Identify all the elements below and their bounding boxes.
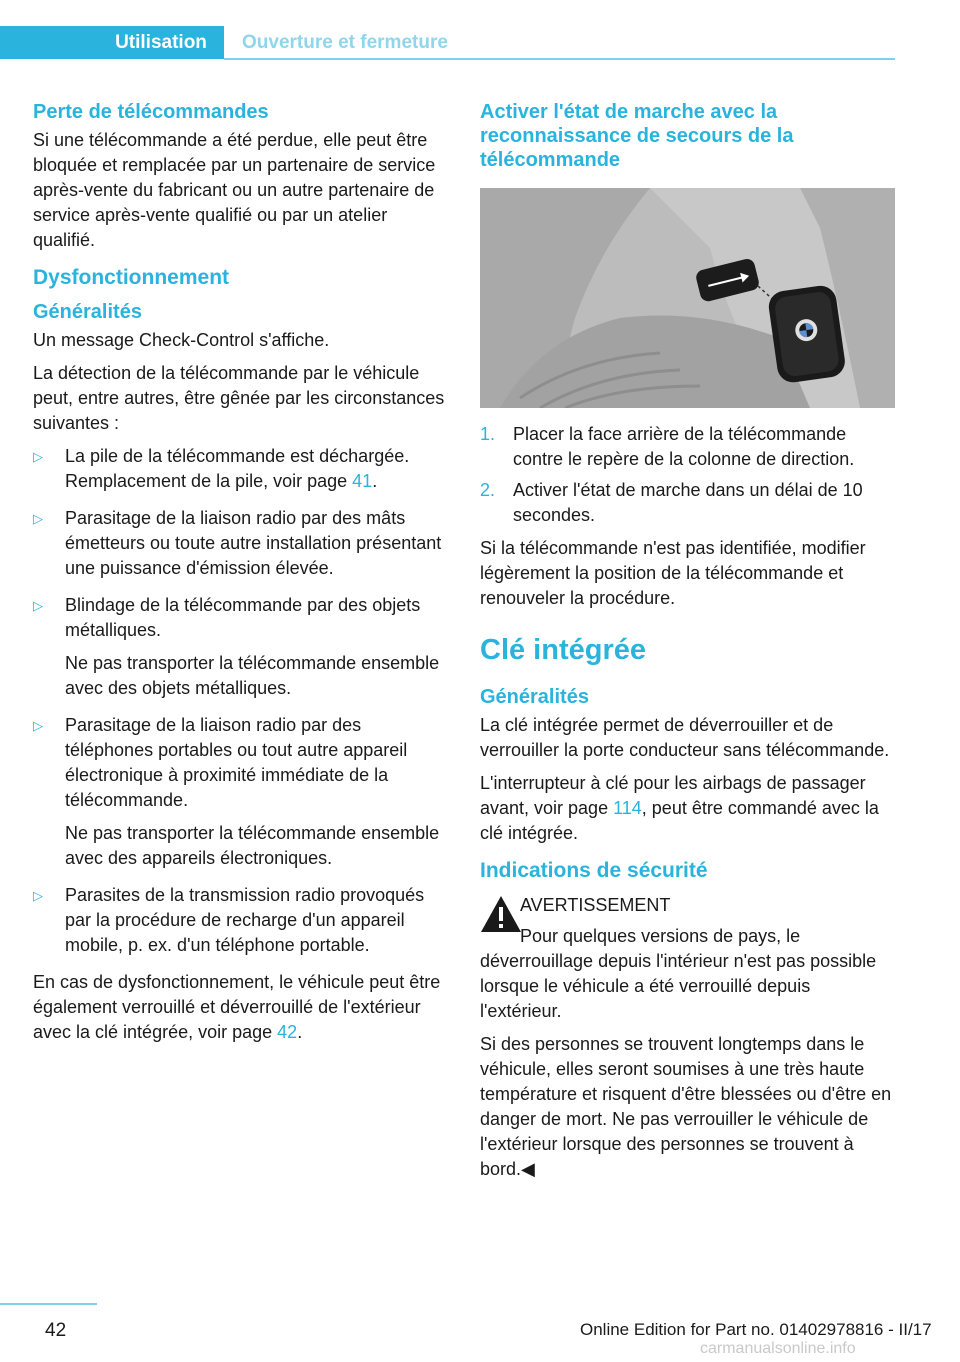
list-item-note: Ne pas transporter la télécommande ensemble avec des appareils électroniques. [65, 823, 440, 868]
activation-steps [480, 422, 895, 528]
cle-integree-heading: Clé intégrée [480, 634, 646, 666]
list-item [33, 506, 448, 581]
list-item [33, 883, 448, 958]
page-link[interactable]: 42 [277, 1022, 298, 1042]
warning-label: AVERTISSEMENT [520, 895, 671, 915]
generalites-heading: Généralités [33, 301, 142, 323]
header-divider [224, 58, 895, 60]
triangle-bullet-icon: ▷ [33, 888, 43, 903]
key-illustration-svg [480, 188, 895, 408]
list-item-text: La pile de la télécommande est déchargée. Remplacement de la pile, voir page 41. [65, 446, 410, 491]
warning-block [480, 893, 895, 1182]
triangle-bullet-icon: ▷ [33, 718, 43, 733]
activer-heading: Activer l'état de marche avec la reconnaissance de secours de la télécommande [480, 101, 794, 171]
list-item [33, 444, 448, 494]
watermark: carmanualsonline.info [700, 1340, 856, 1357]
step-text: Placer la face arrière de la télécommande contre le repère de la colonne de direction. [513, 424, 855, 469]
edition-note: Online Edition for Part no. 01402978816 - II/17 [580, 1320, 932, 1339]
gen-paragraph-2: La détection de la télécommande par le véhicule peut, entre autres, être gênée par les circonstances suivantes : [33, 363, 445, 433]
warning-paragraph-2: Si des personnes se trouvent longtemps dans le véhicule, elles seront soumises à une très haute température et risquent d'être blessées ou d'être en danger de mort. Ne pas verrouiller le véhicule de l'extérieur lorsque des personnes se trouvent à bord.◀ [480, 1034, 892, 1179]
step-number: 1. [480, 424, 496, 444]
step-item [480, 478, 895, 528]
right-column [480, 100, 895, 1190]
page-link[interactable]: 41 [352, 471, 373, 491]
step-number: 2. [480, 480, 496, 500]
cle-paragraph-2: L'interrupteur à clé pour les airbags de passager avant, voir page 114, peut être commandé avec la clé intégrée. [480, 773, 879, 843]
page-link[interactable]: 114 [613, 798, 642, 818]
dysfonctionnement-heading: Dysfonctionnement [33, 266, 230, 289]
triangle-bullet-icon: ▷ [33, 598, 43, 613]
step-item [480, 422, 895, 472]
list-item [33, 593, 448, 701]
list-item [33, 713, 448, 871]
header-subsection-tab[interactable]: Ouverture et fermeture [242, 32, 448, 53]
cle-paragraph-1: La clé intégrée permet de déverrouiller et de verrouiller la porte conducteur sans télécommande. [480, 715, 890, 760]
list-item-text: Parasitage de la liaison radio par des téléphones portables ou tout autre appareil électronique à proximité immédiate de la télécommande. [65, 715, 408, 810]
circumstances-list [33, 444, 448, 958]
perte-text: Si une télécommande a été perdue, elle peut être bloquée et remplacée par un partenaire de service après-vente du fabricant ou un autre partenaire de service après-vente qualifié ou par un atelier qualifié. [33, 130, 436, 250]
page-number: 42 [45, 1320, 67, 1341]
gen-paragraph-1: Un message Check-Control s'affiche. [33, 330, 330, 350]
step-text: Activer l'état de marche dans un délai de 10 secondes. [513, 480, 863, 525]
perte-heading: Perte de télécommandes [33, 101, 269, 123]
triangle-bullet-icon: ▷ [33, 511, 43, 526]
cle-generalites-heading: Généralités [480, 686, 589, 708]
header-section-tab[interactable]: Utilisation [98, 26, 224, 59]
closing-paragraph: En cas de dysfonctionnement, le véhicule peut être également verrouillé et déverrouillé de l'extérieur avec la clé intégrée, voir page 42. [33, 972, 441, 1042]
warning-body [480, 924, 895, 1182]
warning-paragraph-1: Pour quelques versions de pays, le déverrouillage depuis l'intérieur n'est pas possible lorsque le véhicule a été verrouillé depuis l'extérieur. [480, 926, 877, 1021]
activer-paragraph: Si la télécommande n'est pas identifiée, modifier légèrement la position de la télécommande et renouveler la procédure. [480, 538, 866, 608]
list-item-text: Parasitage de la liaison radio par des mâts émetteurs ou toute autre installation présentant une puissance d'émission élevée. [65, 508, 442, 578]
left-column [33, 100, 448, 1053]
page-header [0, 0, 895, 64]
triangle-bullet-icon: ▷ [33, 449, 43, 464]
header-color-block [0, 26, 98, 59]
list-item-text: Blindage de la télécommande par des objets métalliques. [65, 595, 421, 640]
list-item-note: Ne pas transporter la télécommande ensemble avec des objets métalliques. [65, 653, 440, 698]
securite-heading: Indications de sécurité [480, 859, 708, 882]
steering-column-key-illustration [480, 188, 895, 408]
footer-divider [0, 1303, 97, 1305]
list-item-text: Parasites de la transmission radio provoqués par la procédure de recharge d'un appareil mobile, p. ex. d'un téléphone portable. [65, 885, 425, 955]
warning-triangle-icon [480, 895, 522, 933]
